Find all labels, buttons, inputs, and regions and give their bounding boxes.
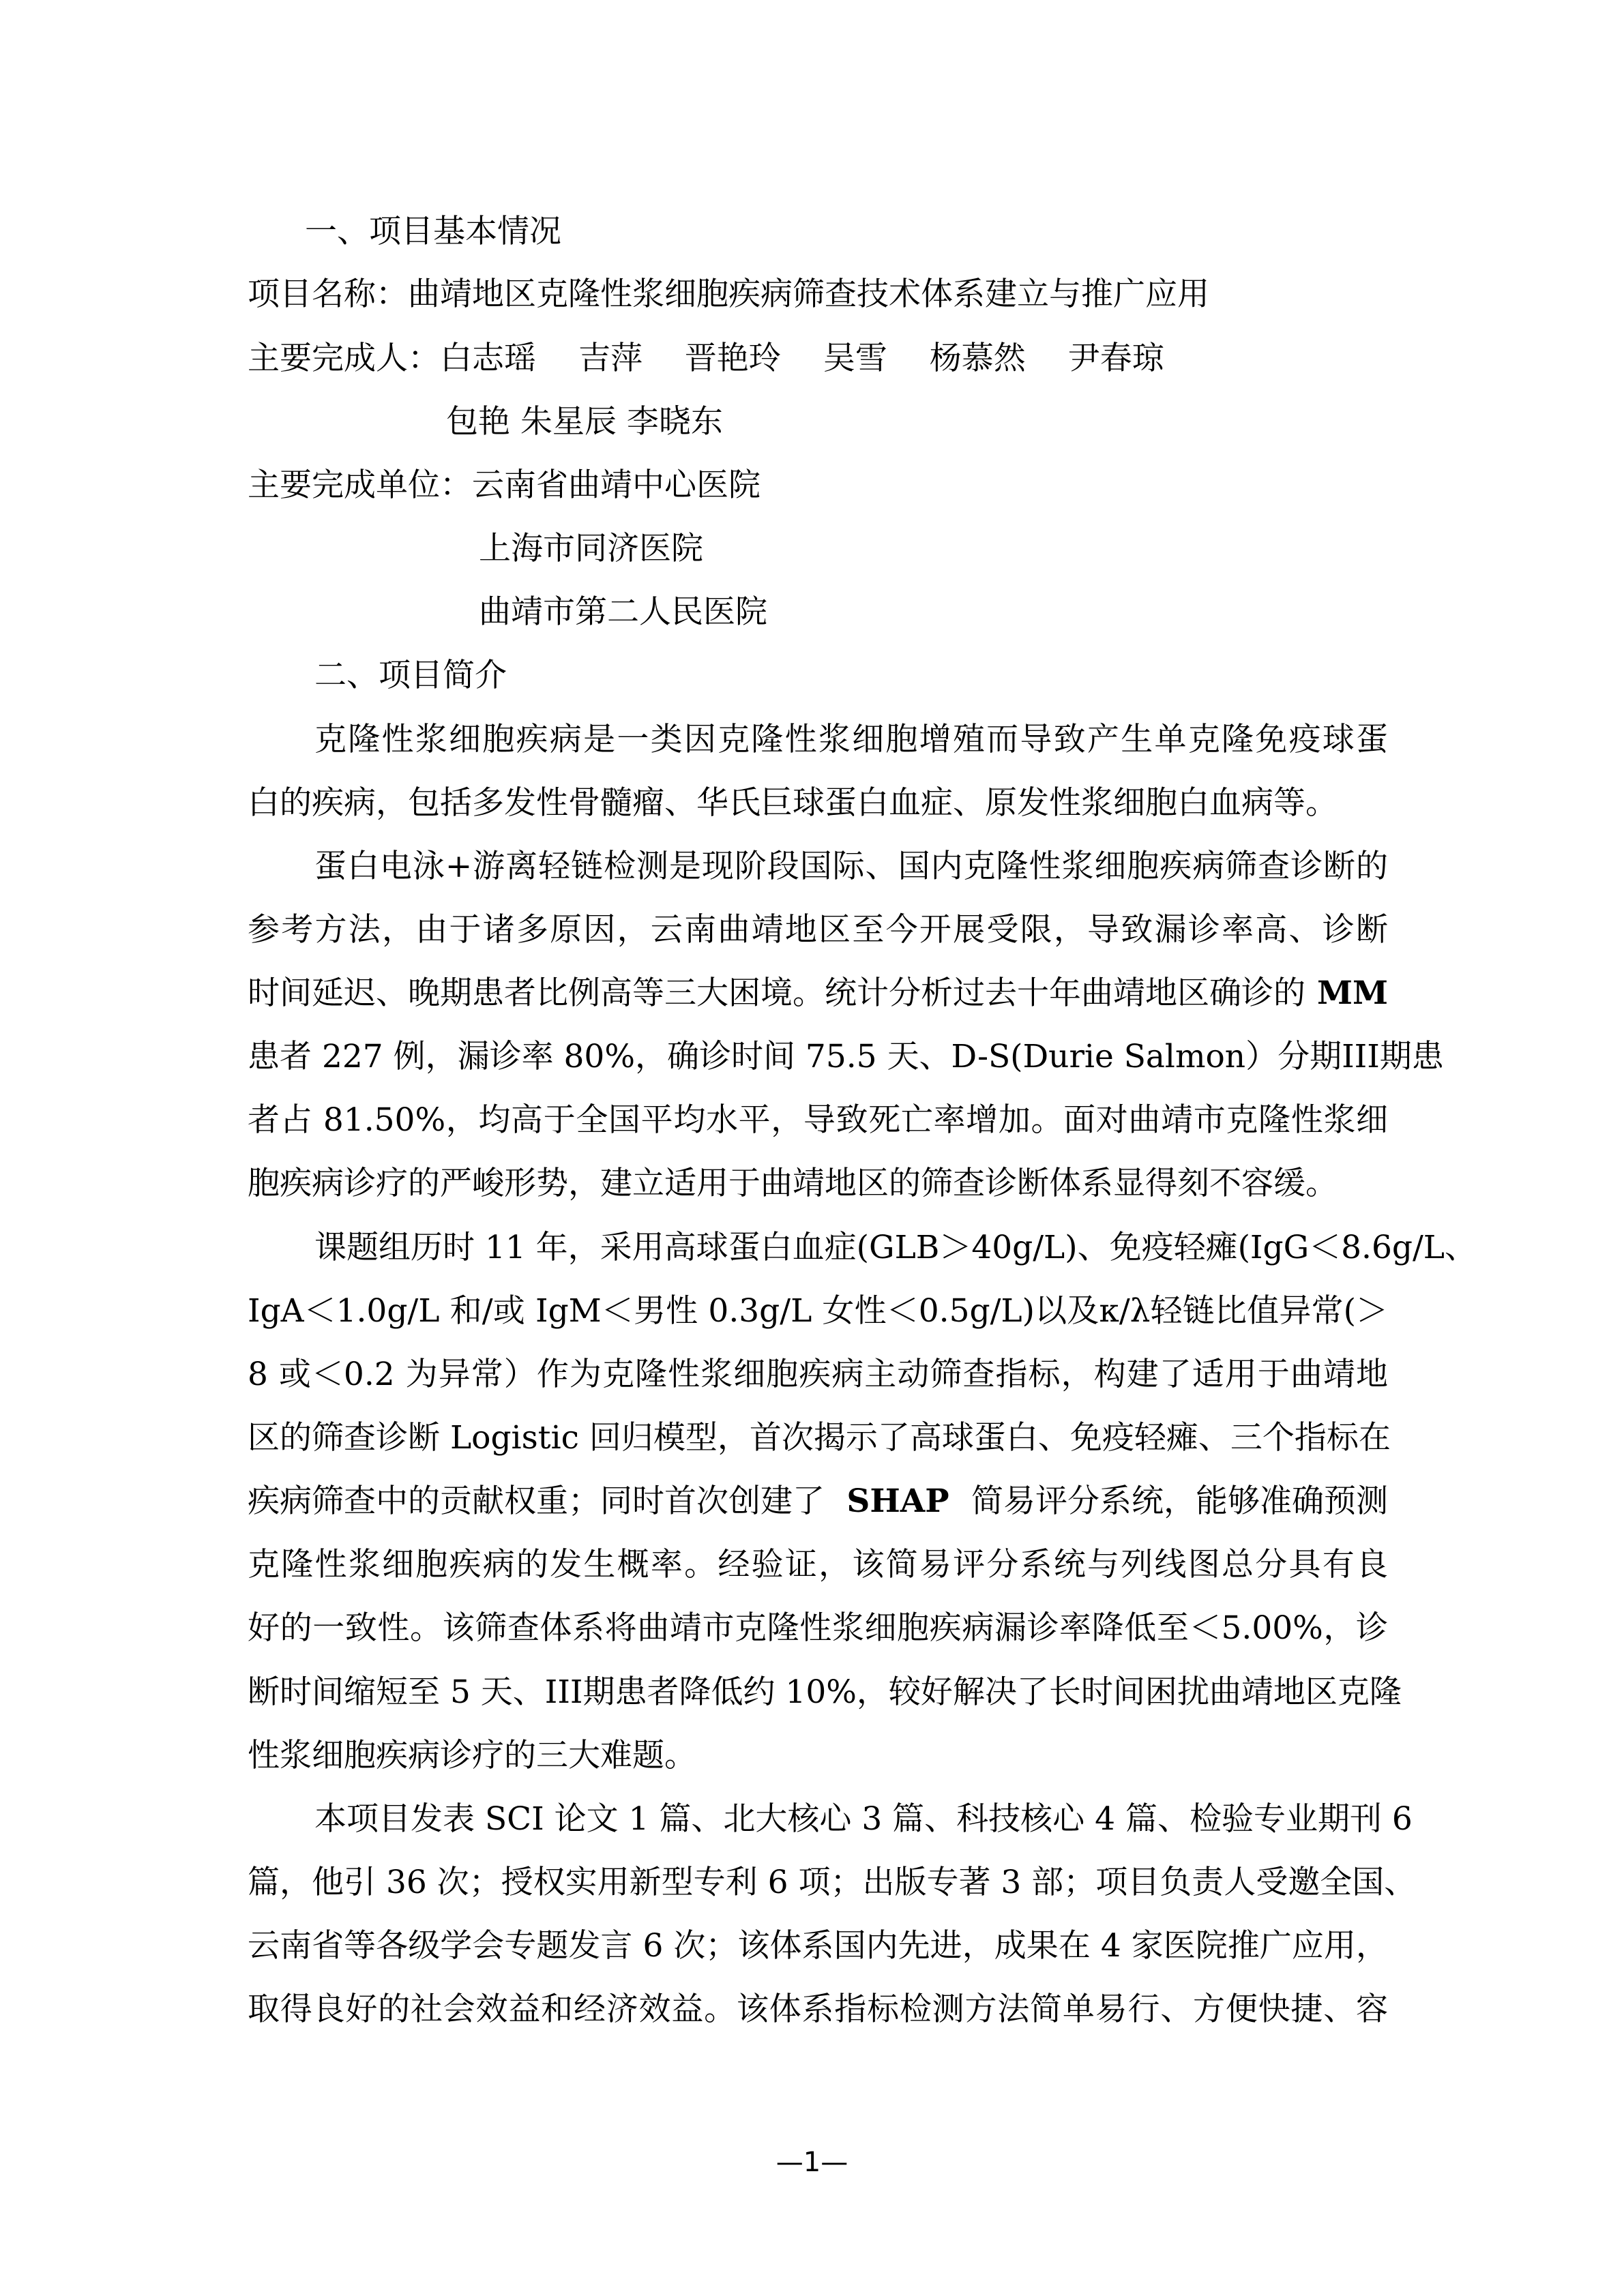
paragraph-line: 蛋白电泳+游离轻链检测是现阶段国际、国内克隆性浆细胞疾病筛查诊断的 (314, 848, 1388, 885)
project-name-line: 项目名称：曲靖地区克隆性浆细胞疾病筛查技术体系建立与推广应用 (248, 275, 1209, 313)
paragraph-line: 者占 81.50%，均高于全国平均水平，导致死亡率增加。面对曲靖市克隆性浆细 (248, 1101, 1388, 1139)
bold-term-mm: MM (1316, 974, 1388, 1012)
completers-line-1: 主要完成人：白志瑶 吉萍 晋艳玲 吴雪 杨慕然 尹春琼 (248, 340, 1164, 377)
units-line-2: 上海市同济医院 (479, 530, 703, 567)
paragraph-line: 性浆细胞疾病诊疗的三大难题。 (248, 1737, 696, 1774)
paragraph-line: 好的一致性。该筛查体系将曲靖市克隆性浆细胞疾病漏诊率降低至＜5.00%，诊 (248, 1609, 1388, 1647)
paragraph-line: 克隆性浆细胞疾病的发生概率。经验证，该简易评分系统与列线图总分具有良 (248, 1546, 1388, 1583)
page-number: —1— (776, 2147, 848, 2178)
section-heading-basic-info: 一、项目基本情况 (305, 213, 561, 250)
paragraph-line: 克隆性浆细胞疾病是一类因克隆性浆细胞增殖而导致产生单克隆免疫球蛋 (314, 721, 1388, 758)
paragraph-line: 白的疾病，包括多发性骨髓瘤、华氏巨球蛋白血症、原发性浆细胞白血病等。 (248, 784, 1338, 822)
paragraph-line: 篇，他引 36 次；授权实用新型专利 6 项；出版专著 3 部；项目负责人受邀全国、 (248, 1864, 1417, 1901)
paragraph-line: 课题组历时 11 年，采用高球蛋白血症(GLB＞40g/L)、免疫轻瘫(IgG＜8.6g/L、 (314, 1229, 1477, 1266)
paragraph-line: IgA＜1.0g/L 和/或 IgM＜男性 0.3g/L 女性＜0.5g/L)以及κ/λ轻链比值异常(＞ (248, 1292, 1388, 1330)
completers-line-2: 包艳 朱星辰 李晓东 (446, 403, 723, 441)
paragraph-line-text: 时间延迟、晚期患者比例高等三大困境。统计分析过去十年曲靖地区确诊的 (248, 974, 1305, 1012)
bold-term-shap: SHAP (846, 1482, 949, 1520)
paragraph-line: 本项目发表 SCI 论文 1 篇、北大核心 3 篇、科技核心 4 篇、检验专业期刊 6 (314, 1800, 1413, 1838)
paragraph-line: 断时间缩短至 5 天、III期患者降低约 10%，较好解决了长时间困扰曲靖地区克隆 (248, 1673, 1402, 1711)
paragraph-line-text: 简易评分系统，能够准确预测 (971, 1482, 1388, 1520)
paragraph-line (248, 973, 1388, 1014)
section-heading-intro: 二、项目简介 (314, 657, 507, 694)
paragraph-line (248, 1481, 1388, 1522)
paragraph-line: 取得良好的社会效益和经济效益。该体系指标检测方法简单易行、方便快捷、容 (248, 1991, 1388, 2028)
paragraph-line: 患者 227 例，漏诊率 80%，确诊时间 75.5 天、D-S(Durie Salmon）分期III期患 (248, 1038, 1444, 1075)
paragraph-line: 8 或＜0.2 为异常）作为克隆性浆细胞疾病主动筛查指标，构建了适用于曲靖地 (248, 1356, 1388, 1393)
paragraph-line: 区的筛查诊断 Logistic 回归模型，首次揭示了高球蛋白、免疫轻瘫、三个指标在 (248, 1419, 1391, 1457)
units-line-3: 曲靖市第二人民医院 (479, 593, 767, 631)
paragraph-line: 胞疾病诊疗的严峻形势，建立适用于曲靖地区的筛查诊断体系显得刻不容缓。 (248, 1165, 1338, 1202)
units-line-1: 主要完成单位：云南省曲靖中心医院 (248, 466, 761, 504)
paragraph-line: 云南省等各级学会专题发言 6 次；该体系国内先进，成果在 4 家医院推广应用， (248, 1927, 1388, 1965)
paragraph-line: 参考方法，由于诸多原因，云南曲靖地区至今开展受限，导致漏诊率高、诊断 (248, 911, 1388, 949)
paragraph-line-text: 疾病筛查中的贡献权重；同时首次创建了 (248, 1482, 825, 1520)
